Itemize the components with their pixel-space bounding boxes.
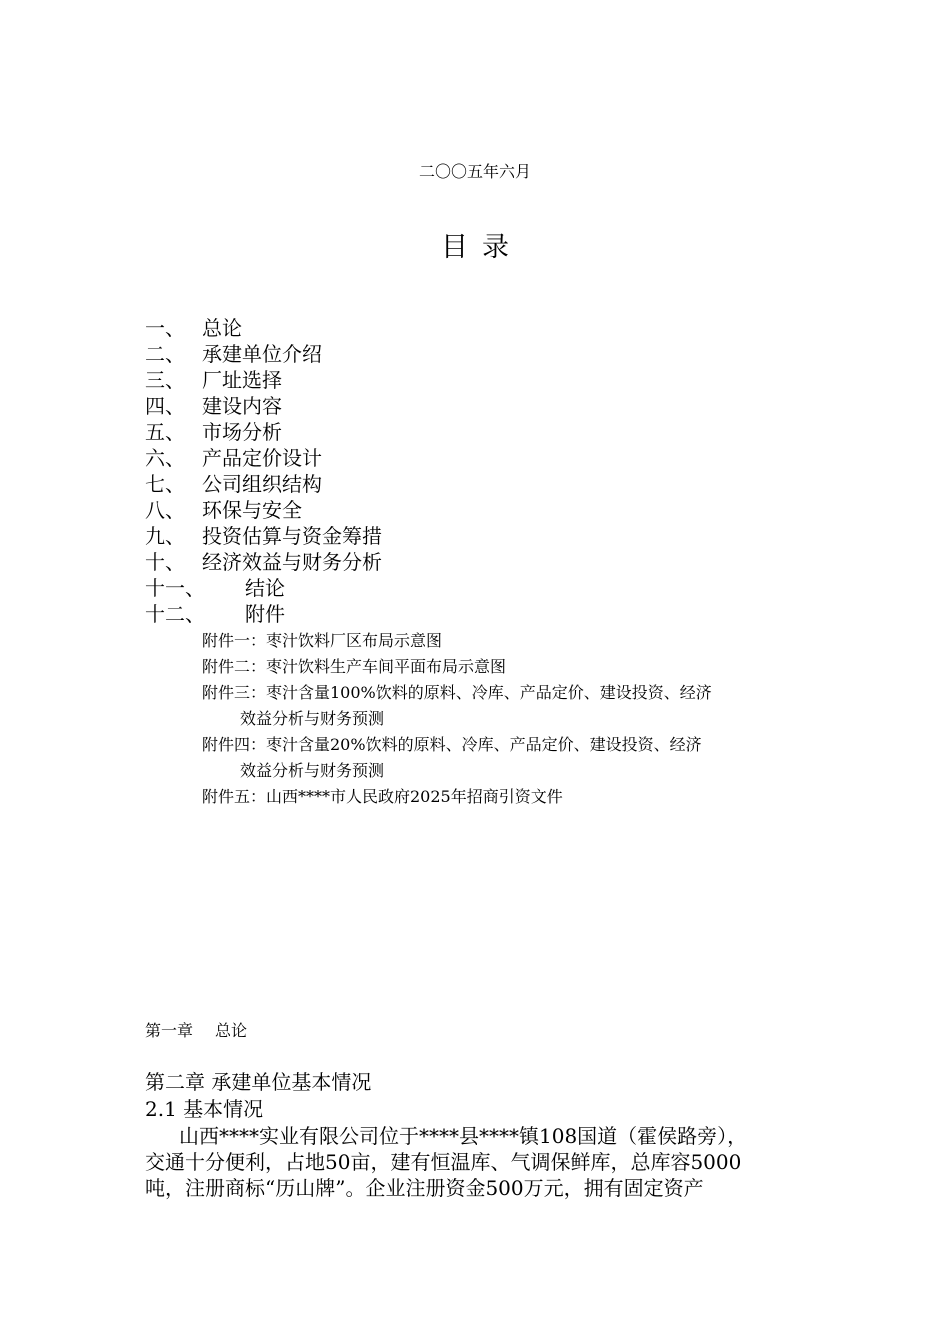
- toc-item-number: 一、: [145, 316, 185, 340]
- paragraph-line: 吨，注册商标“历山牌”。企业注册资金500万元，拥有固定资产: [145, 1176, 704, 1200]
- toc-item-number: 二、: [145, 342, 185, 366]
- attachment-item: [202, 628, 822, 654]
- toc-item: [145, 575, 382, 601]
- toc-item: [145, 601, 382, 627]
- toc-item-number: 七、: [145, 472, 185, 496]
- attachment-item: [202, 654, 822, 680]
- toc-item-label: 建设内容: [202, 394, 282, 418]
- attachment-line: 附件一：枣汁饮料厂区布局示意图: [202, 631, 443, 650]
- attachment-line-continued: 效益分析与财务预测: [240, 709, 385, 728]
- attachment-item: [202, 680, 822, 732]
- toc-item-label: 承建单位介绍: [202, 342, 322, 366]
- toc-item: [145, 393, 382, 419]
- toc-item: [145, 497, 382, 523]
- toc-item-number: 四、: [145, 394, 185, 418]
- toc-item-label: 产品定价设计: [202, 446, 322, 470]
- toc-item: [145, 341, 382, 367]
- paragraph-line: 山西****实业有限公司位于****县****镇108国道（霍侯路旁），: [179, 1124, 748, 1148]
- toc-item: [145, 471, 382, 497]
- toc-item-number: 十二、: [145, 602, 205, 626]
- chapter-two-heading: 第二章 承建单位基本情况: [145, 1070, 372, 1094]
- chapter-title: 总论: [215, 1021, 248, 1040]
- toc-item-number: 十一、: [145, 576, 205, 600]
- section-heading: 2.1 基本情况: [145, 1097, 264, 1121]
- body-paragraph: [145, 1123, 810, 1201]
- toc-item: [145, 419, 382, 445]
- attachment-line: 附件二：枣汁饮料生产车间平面布局示意图: [202, 657, 507, 676]
- toc-item-label: 附件: [245, 602, 285, 626]
- toc-item-label: 市场分析: [202, 420, 282, 444]
- toc-item: [145, 549, 382, 575]
- toc-item: [145, 315, 382, 341]
- document-date: 二〇〇五年六月: [418, 162, 531, 181]
- toc-item-label: 结论: [245, 576, 285, 600]
- toc-item-number: 六、: [145, 446, 185, 470]
- toc-item-number: 五、: [145, 420, 185, 444]
- attachment-line: 附件五：山西****市人民政府2025年招商引资文件: [202, 787, 563, 806]
- toc-item-label: 经济效益与财务分析: [202, 550, 382, 574]
- toc-item: [145, 445, 382, 471]
- toc-item: [145, 367, 382, 393]
- toc-list: [145, 315, 382, 627]
- chapter-number: 第一章: [145, 1021, 194, 1040]
- attachment-item: [202, 784, 822, 810]
- toc-item-number: 十、: [145, 550, 185, 574]
- attachment-line-continued: 效益分析与财务预测: [240, 761, 385, 780]
- toc-item-label: 厂址选择: [202, 368, 282, 392]
- toc-item-label: 投资估算与资金筹措: [202, 524, 382, 548]
- paragraph-line: 交通十分便利，占地50亩，建有恒温库、气调保鲜库，总库容5000: [145, 1150, 742, 1174]
- toc-item-label: 环保与安全: [202, 498, 302, 522]
- attachment-list: [202, 628, 822, 810]
- toc-item-label: 公司组织结构: [202, 472, 322, 496]
- chapter-one-heading: [145, 1018, 247, 1044]
- toc-item-number: 八、: [145, 498, 185, 522]
- attachment-item: [202, 732, 822, 784]
- toc-title: 目录: [441, 232, 523, 263]
- toc-item-label: 总论: [202, 316, 242, 340]
- toc-item-number: 三、: [145, 368, 185, 392]
- attachment-line: 附件四：枣汁含量20%饮料的原料、冷库、产品定价、建设投资、经济: [202, 735, 702, 754]
- attachment-line: 附件三：枣汁含量100%饮料的原料、冷库、产品定价、建设投资、经济: [202, 683, 712, 702]
- toc-item: [145, 523, 382, 549]
- toc-item-number: 九、: [145, 524, 185, 548]
